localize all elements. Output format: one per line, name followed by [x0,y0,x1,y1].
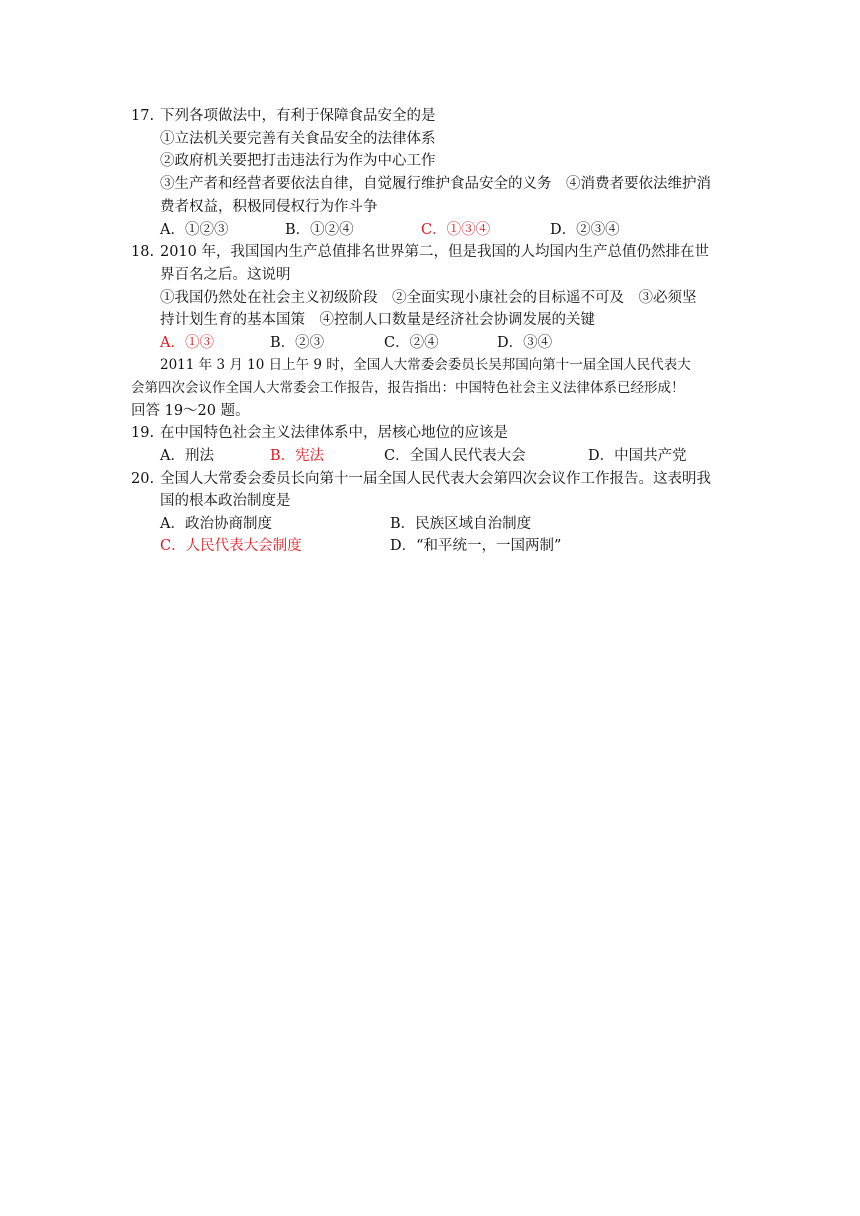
q19-option-b-answer: B．宪法 [270,448,325,464]
passage-line-1: 2011 年 3 月 10 日上午 9 时，全国人大常委会委员长吴邦国向第十一届全国人民代表大 [160,357,691,373]
q18-stem-line-1: 2010 年，我国国内生产总值排名世界第二，但是我国的人均国内生产总值仍然排在世 [160,244,710,260]
q18-items-line-2: 持计划生育的基本国策 ④控制人口数量是经济社会协调发展的关键 [160,312,595,328]
q18-option-c: C．②④ [384,335,439,351]
q19-option-a: A．刑法 [160,448,214,464]
q20-number: 20. [131,471,155,487]
q17-option-a: A．①②③ [160,222,229,238]
q20-stem-line-2: 国的根本政治制度是 [160,493,291,509]
passage-line-2: 会第四次会议作全国人大常委会工作报告，报告指出：中国特色社会主义法律体系已经形成！ [131,380,685,396]
q18-items-line-1: ①我国仍然处在社会主义初级阶段 ②全面实现小康社会的目标遥不可及 ③必须坚 [160,290,697,306]
passage-line-3: 回答 19～20 题。 [131,403,250,419]
q18-option-a-answer: A．①③ [160,335,214,351]
q17-option-b: B．①②④ [285,222,354,238]
q17-number: 17. [131,108,155,124]
q17-option-c-answer: C．①③④ [421,222,491,238]
q18-number: 18. [131,244,155,260]
q19-option-c: C．全国人民代表大会 [384,448,526,464]
q18-stem-line-2: 界百名之后。这说明 [160,267,291,283]
q20-option-c-answer: C．人民代表大会制度 [160,538,302,554]
q19-number: 19. [131,425,155,441]
q18-option-d: D．③④ [497,335,553,351]
q17-item-2: ②政府机关要把打击违法行为作为中心工作 [160,153,436,169]
q20-option-d: D．“和平统一，一国两制” [390,538,562,554]
q17-item-3-line-1: ③生产者和经营者要依法自律，自觉履行维护食品安全的义务 ④消费者要依法维护消 [160,176,711,192]
q17-item-1: ①立法机关要完善有关食品安全的法律体系 [160,131,436,147]
q20-option-b: B．民族区域自治制度 [390,516,532,532]
q19-stem: 在中国特色社会主义法律体系中，居核心地位的应该是 [160,425,508,441]
q17-item-3-line-2: 费者权益，积极同侵权行为作斗争 [160,199,378,215]
q20-option-a: A．政治协商制度 [160,516,272,532]
q20-stem-line-1: 全国人大常委会委员长向第十一届全国人民代表大会第四次会议作工作报告。这表明我 [160,471,711,487]
q17-stem: 下列各项做法中，有利于保障食品安全的是 [160,108,436,124]
q18-option-b: B．②③ [270,335,325,351]
q19-option-d: D．中国共产党 [588,448,687,464]
q17-option-d: D．②③④ [550,222,620,238]
